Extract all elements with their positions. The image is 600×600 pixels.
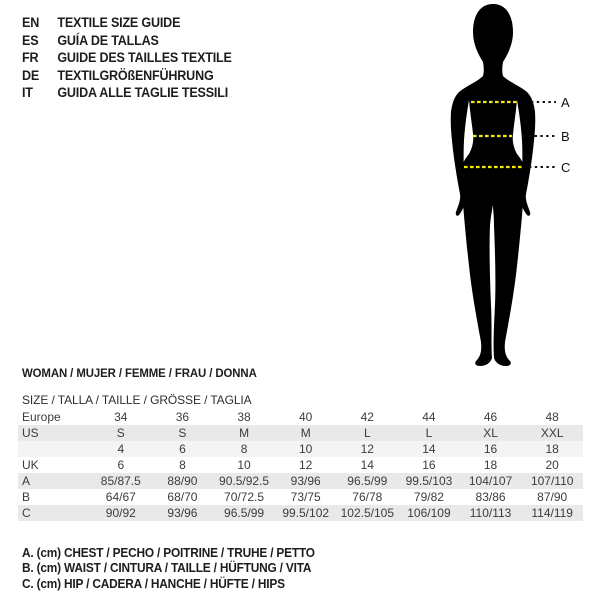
table-row: [18, 489, 583, 505]
language-row: [22, 84, 232, 102]
size-cell: 64/67: [105, 490, 136, 504]
row-label: Europe: [22, 410, 61, 424]
size-cell: 10: [299, 442, 313, 456]
size-cell: 90.5/92.5: [219, 474, 270, 488]
language-title: GUÍA DE TALLAS: [57, 32, 159, 48]
row-cells: [90, 425, 583, 441]
table-row: [18, 441, 583, 457]
language-code: FR: [22, 50, 39, 66]
table-row: [18, 425, 583, 441]
size-cell: 8: [179, 458, 186, 472]
size-cell: 88/90: [167, 474, 198, 488]
measurement-legend: [22, 546, 315, 592]
language-title: GUIDE DES TAILLES TEXTILE: [57, 50, 232, 66]
measure-label-c: C: [561, 160, 571, 175]
row-label: B: [22, 490, 31, 504]
size-cell: 48: [545, 410, 559, 424]
table-row: [18, 457, 583, 473]
size-cell: 34: [114, 410, 128, 424]
size-cell: 40: [299, 410, 313, 424]
size-cell: 14: [360, 458, 374, 472]
size-cell: 46: [483, 410, 498, 424]
size-cell: S: [116, 426, 125, 440]
size-cell: 4: [117, 442, 125, 456]
size-cell: 102.5/105: [340, 506, 394, 520]
size-cell: 42: [360, 410, 374, 424]
measure-label-b: B: [561, 129, 570, 144]
language-title-block: [22, 14, 232, 102]
size-cell: 106/109: [407, 506, 451, 520]
row-label: [18, 441, 90, 457]
size-cell: 83/86: [475, 490, 506, 504]
size-cell: 107/110: [530, 474, 574, 488]
legend-line: B. (cm) WAIST / CINTURA / TAILLE / HÜFTUNG / VITA: [22, 561, 312, 576]
row-cells: [90, 409, 583, 425]
size-cell: 68/70: [167, 490, 198, 504]
row-cells: [90, 457, 583, 473]
size-table: [18, 392, 583, 521]
size-cell: 85/87.5: [100, 474, 141, 488]
size-cell: 18: [545, 442, 559, 456]
size-cell: 16: [483, 442, 498, 456]
size-cell: L: [363, 426, 371, 440]
row-label: UK: [22, 458, 39, 472]
size-cell: 96.5/99: [347, 474, 388, 488]
size-figure: [413, 0, 577, 380]
size-cell: 70/72.5: [224, 490, 265, 504]
table-row: [18, 505, 583, 521]
size-cell: 90/92: [105, 506, 136, 520]
row-label: A: [22, 474, 31, 488]
size-cell: 12: [360, 442, 374, 456]
language-code: IT: [22, 85, 33, 101]
size-table-rows: [18, 409, 583, 521]
language-row: [22, 67, 232, 85]
size-cell: 14: [422, 442, 436, 456]
language-code: EN: [22, 15, 40, 30]
size-cell: S: [178, 426, 187, 440]
size-cell: 93/96: [167, 506, 198, 520]
size-cell: 6: [179, 442, 186, 456]
size-cell: M: [300, 426, 311, 440]
language-row: [22, 14, 232, 32]
table-row: [18, 473, 583, 489]
language-title: TEXTILE SIZE GUIDE: [57, 15, 181, 30]
row-cells: [90, 505, 583, 521]
row-label: C: [22, 506, 31, 520]
size-cell: 96.5/99: [224, 506, 265, 520]
language-title: TEXTILGRÖßENFÜHRUNG: [57, 67, 214, 83]
size-cell: 16: [422, 458, 436, 472]
size-cell: 36: [175, 410, 190, 424]
size-cell: 20: [545, 458, 559, 472]
size-cell: 99.5/102: [282, 506, 330, 520]
size-cell: 44: [422, 410, 436, 424]
size-table-header: SIZE / TALLA / TAILLE / GRÖSSE / TAGLIA: [22, 393, 252, 407]
row-label: US: [22, 426, 39, 440]
row-cells: [90, 473, 583, 489]
size-cell: XL: [483, 426, 498, 440]
size-cell: 8: [240, 442, 248, 456]
size-cell: 6: [117, 458, 125, 472]
size-cell: 114/119: [531, 506, 573, 520]
size-cell: 93/96: [290, 474, 321, 488]
size-cell: 76/78: [352, 490, 383, 504]
language-code: ES: [22, 32, 39, 48]
language-title: GUIDA ALLE TAGLIE TESSILI: [57, 85, 228, 101]
language-row: [22, 32, 232, 50]
row-cells: [90, 489, 583, 505]
size-cell: L: [425, 426, 433, 440]
woman-silhouette: [451, 4, 536, 366]
language-code: DE: [22, 67, 40, 83]
measure-label-a: A: [561, 95, 570, 110]
woman-caption: WOMAN / MUJER / FEMME / FRAU / DONNA: [22, 366, 257, 380]
size-cell: M: [239, 426, 250, 440]
size-cell: XXL: [540, 426, 564, 440]
size-cell: 79/82: [413, 490, 444, 504]
row-cells: [90, 441, 583, 457]
size-cell: 110/113: [469, 506, 512, 520]
legend-line: C. (cm) HIP / CADERA / HANCHE / HÜFTE / HIPS: [22, 576, 285, 591]
legend-line: A. (cm) CHEST / PECHO / POITRINE / TRUHE / PETTO: [22, 546, 315, 560]
language-row: [22, 49, 232, 67]
size-cell: 87/90: [537, 490, 568, 504]
table-row: [18, 409, 583, 425]
size-cell: 99.5/103: [405, 474, 453, 488]
size-cell: 73/75: [290, 490, 321, 504]
size-cell: 38: [237, 410, 251, 424]
size-cell: 104/107: [468, 474, 513, 488]
size-cell: 12: [299, 458, 313, 472]
size-cell: 18: [483, 458, 498, 472]
size-cell: 10: [237, 458, 251, 472]
